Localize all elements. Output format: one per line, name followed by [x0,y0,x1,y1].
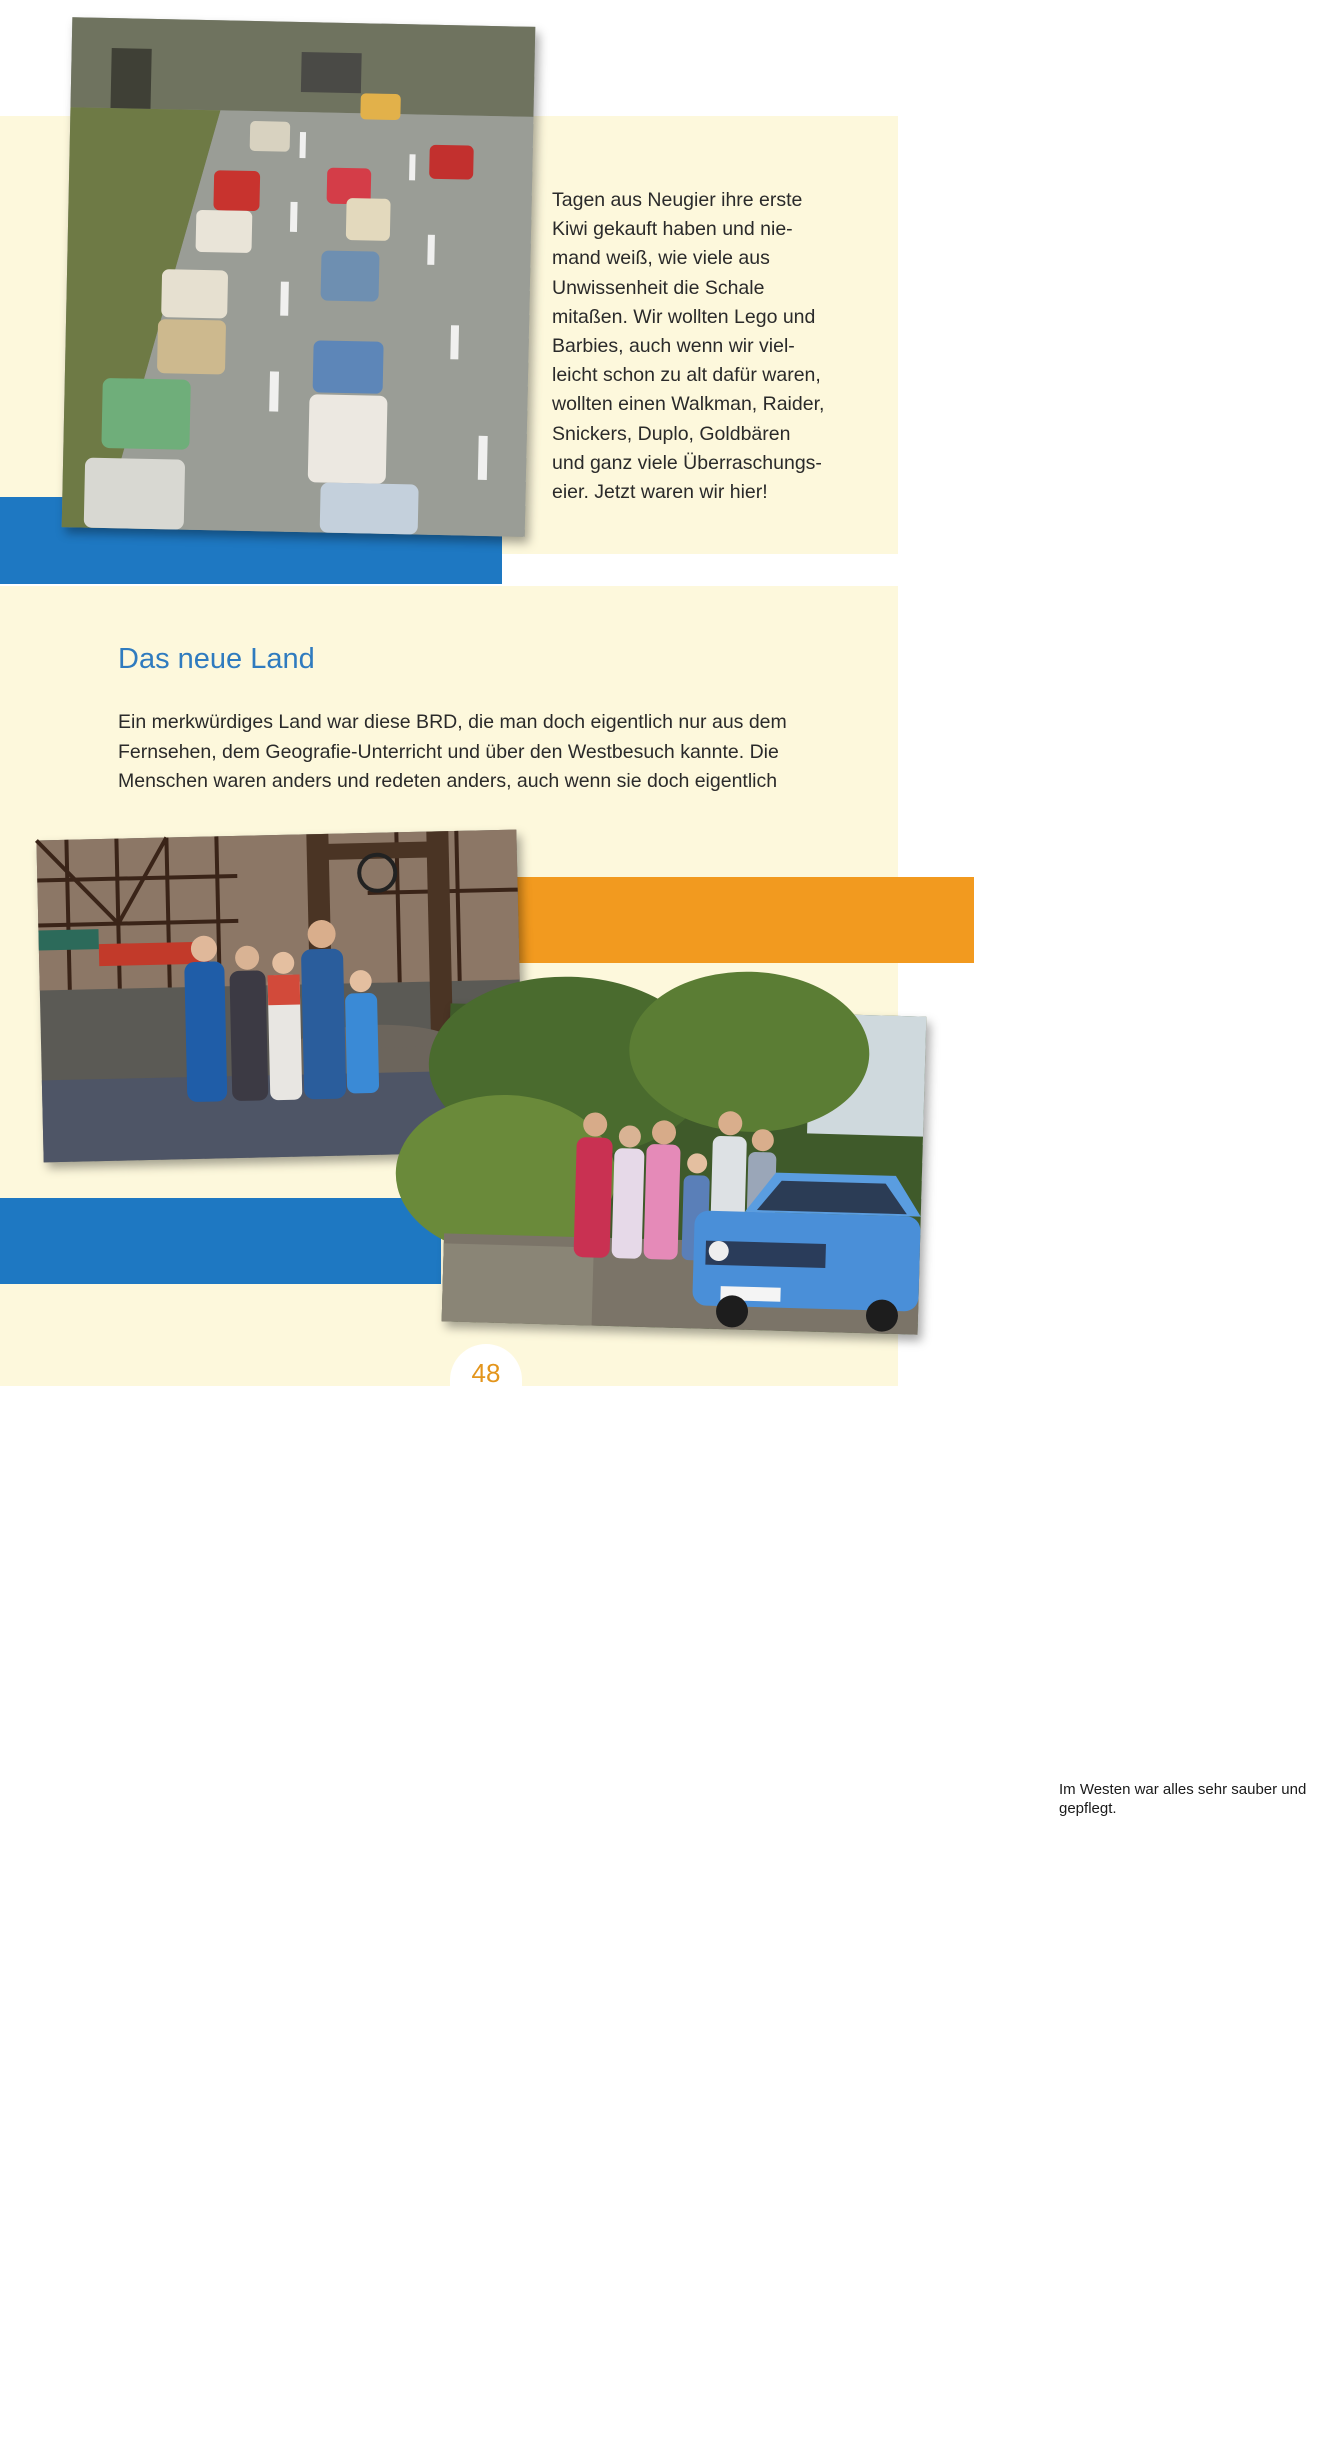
photo-highway-traffic [62,17,536,537]
caption-band-verwandte [0,1198,441,2459]
section-title: Das neue Land [118,643,315,675]
caption-band-sauber [516,877,1307,1817]
photo-family-blue-car [442,1003,927,1334]
caption-tanten-onkel: Jetzt konnten wir auch einmal die Tanten und Onkel im Westen besuchen. [57,2423,421,2459]
section-body: Ein merkwürdiges Land war diese BRD, die man doch eigentlich nur aus dem Fernsehen, dem Geografie-Unterricht und über den Westbesuch kannte. Die Menschen waren anders und redeten anders, auch wenn sie doch eigentlich [118,711,787,792]
page-number: 48 [471,1358,501,1388]
intro-paragraph: Tagen aus Neugier ihre erste Kiwi gekauft haben und nie- mand weiß, wie viele aus Unwissenheit die Schale mitaßen. Wir wollten Lego und Barbies, auch wenn wir viel- leicht schon zu alt dafür waren, wollten einen Walkman, Raider, Snickers, Duplo, Goldbären und ganz viele Überraschungs- eier. Jetzt waren wir hier! [552,189,825,504]
caption-sauber-gepflegt: Im Westen war alles sehr sauber und gepflegt. [1059,1781,1307,1817]
